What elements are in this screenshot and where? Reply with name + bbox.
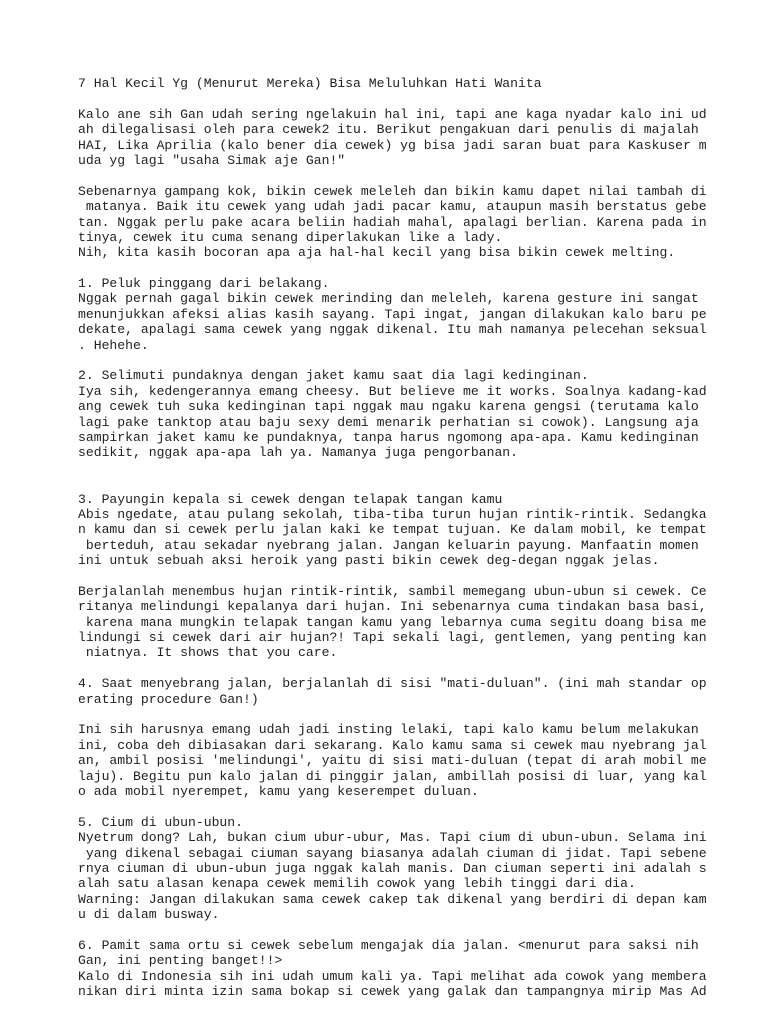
paragraph-2	[78, 184, 758, 261]
text-line: Nyetrum dong? Lah, bukan cium ubur-ubur, Mas. Tapi cium di ubun-ubun. Selama ini	[78, 830, 707, 846]
item-6	[78, 938, 758, 1000]
text-line: u di dalam busway.	[78, 907, 220, 923]
text-line: ah dilegalisasi oleh para cewek2 itu. Berikut pengakuan dari penulis di majalah	[78, 122, 699, 138]
text-line: Iya sih, kedengerannya emang cheesy. But believe me it works. Soalnya kadang-kad	[78, 383, 707, 399]
text-line: Abis ngedate, atau pulang sekolah, tiba-tiba turun hujan rintik-rintik. Sedangka	[78, 506, 707, 522]
item-heading: 6. Pamit sama ortu si cewek sebelum mengajak dia jalan. <menurut para saksi nih	[78, 937, 699, 953]
text-line: laju). Begitu pun kalo jalan di pinggir jalan, ambillah posisi di luar, yang kal	[78, 768, 707, 784]
item-4	[78, 676, 758, 707]
item-heading: 4. Saat menyebrang jalan, berjalanlah di sisi "mati-duluan". (ini mah standar op	[78, 676, 707, 692]
text-line: an, ambil posisi 'melindungi', yaitu di sisi mati-duluan (tepat di arah mobil me	[78, 753, 707, 769]
text-line: . Hehehe.	[78, 337, 149, 353]
item-heading: 2. Selimuti pundaknya dengan jaket kamu saat dia lagi kedinginan.	[78, 368, 589, 384]
text-line: Warning: Jangan dilakukan sama cewek cakep tak dikenal yang berdiri di depan kam	[78, 891, 707, 907]
text-line: Ini sih harusnya emang udah jadi insting lelaki, tapi kalo kamu belum melakukan	[78, 722, 699, 738]
text-line: tinya, cewek itu cuma senang diperlakukan like a lady.	[78, 229, 503, 245]
text-line: Kalo di Indonesia sih ini udah umum kali ya. Tapi melihat ada cowok yang membera	[78, 968, 707, 984]
text-line: sedikit, nggak apa-apa lah ya. Namanya juga pengorbanan.	[78, 445, 519, 461]
text-line: lagi pake tanktop atau baju sexy demi menarik perhatian si cowok). Langsung aja	[78, 414, 699, 430]
item-heading: 3. Payungin kepala si cewek dengan telapak tangan kamu	[78, 491, 503, 507]
item-heading: 1. Peluk pinggang dari belakang.	[78, 276, 330, 292]
item-3	[78, 492, 758, 569]
text-line: matanya. Baik itu cewek yang udah jadi pacar kamu, ataupun masih berstatus gebe	[78, 199, 707, 215]
text-line: dekate, apalagi sama cewek yang nggak dikenal. Itu mah namanya pelecehan seksual	[78, 322, 707, 338]
item-heading: Gan, ini penting banget!!>	[78, 953, 283, 969]
text-line: ritanya melindungi kepalanya dari hujan. Ini sebenarnya cuma tindakan basa basi,	[78, 599, 707, 615]
item-heading: 5. Cium di ubun-ubun.	[78, 814, 244, 830]
item-5	[78, 815, 758, 923]
text-line: nikan diri minta izin sama bokap si cewek yang galak dan tampangnya mirip Mas Ad	[78, 984, 707, 1000]
item-heading: erating procedure Gan!)	[78, 691, 259, 707]
text-line: niatnya. It shows that you care.	[78, 645, 338, 661]
item-2	[78, 368, 758, 460]
text-line: tan. Nggak perlu pake acara beliin hadiah mahal, apalagi berlian. Karena pada in	[78, 214, 707, 230]
document-title: 7 Hal Kecil Yg (Menurut Mereka) Bisa Meluluhkan Hati Wanita	[78, 76, 542, 91]
intro-paragraph	[78, 107, 758, 169]
text-line: berteduh, atau sekadar nyebrang jalan. Jangan keluarin payung. Manfaatin momen	[78, 537, 699, 553]
text-line: o ada mobil nyerempet, kamu yang keserempet duluan.	[78, 783, 479, 799]
text-line: n kamu dan si cewek perlu jalan kaki ke tempat tujuan. Ke dalam mobil, ke tempat	[78, 522, 707, 538]
item-1	[78, 276, 758, 353]
text-line: karena mana mungkin telapak tangan kamu yang lebarnya cuma segitu doang bisa me	[78, 614, 707, 630]
document-body	[78, 76, 758, 999]
text-line: Berjalanlah menembus hujan rintik-rintik, sambil memegang ubun-ubun si cewek. Ce	[78, 583, 707, 599]
text-line: alah satu alasan kenapa cewek memilih cowok yang lebih tinggi dari dia.	[78, 876, 636, 892]
text-line: menunjukkan afeksi alias kasih sayang. Tapi ingat, jangan dilakukan kalo baru pe	[78, 306, 707, 322]
text-line: HAI, Lika Aprilia (kalo bener dia cewek) yg bisa jadi saran buat para Kaskuser m	[78, 137, 707, 153]
item-4-continued	[78, 722, 758, 799]
text-line: Sebenarnya gampang kok, bikin cewek meleleh dan bikin kamu dapet nilai tambah di	[78, 183, 707, 199]
text-line: ang cewek tuh suka kedinginan tapi nggak mau ngaku karena gengsi (terutama kalo	[78, 399, 699, 415]
text-line: Nih, kita kasih bocoran apa aja hal-hal kecil yang bisa bikin cewek melting.	[78, 245, 676, 261]
text-line: yang dikenal sebagai ciuman sayang biasanya adalah ciuman di jidat. Tapi sebene	[78, 845, 707, 861]
text-line: Nggak pernah gagal bikin cewek merinding dan meleleh, karena gesture ini sangat	[78, 291, 699, 307]
item-3-continued	[78, 584, 758, 661]
text-line: rnya ciuman di ubun-ubun juga nggak kalah manis. Dan ciuman seperti ini adalah s	[78, 860, 707, 876]
text-line: Kalo ane sih Gan udah sering ngelakuin hal ini, tapi ane kaga nyadar kalo ini ud	[78, 106, 707, 122]
text-line: ini, coba deh dibiasakan dari sekarang. Kalo kamu sama si cewek mau nyebrang jal	[78, 737, 707, 753]
text-line: sampirkan jaket kamu ke pundaknya, tanpa harus ngomong apa-apa. Kamu kedinginan	[78, 429, 699, 445]
text-line: uda yg lagi "usaha Simak aje Gan!"	[78, 152, 346, 168]
text-line: lindungi si cewek dari air hujan?! Tapi sekali lagi, gentlemen, yang penting kan	[78, 630, 707, 646]
text-line: ini untuk sebuah aksi heroik yang pasti bikin cewek deg-degan nggak jelas.	[78, 553, 660, 569]
